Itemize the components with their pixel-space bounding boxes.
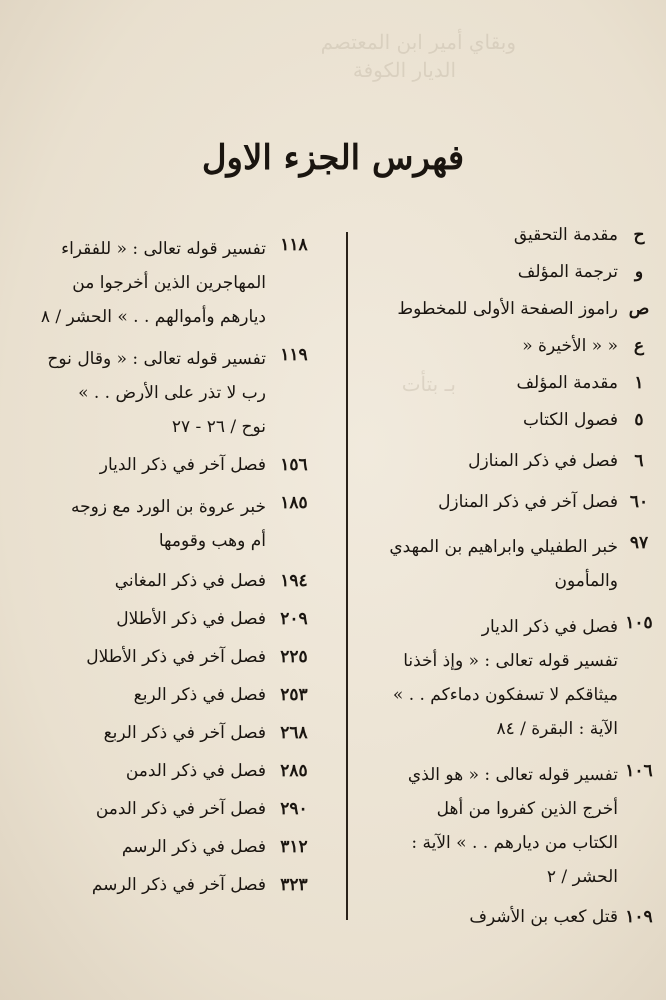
toc-entry-title [346,370,618,397]
toc-entry [10,490,316,558]
toc-page-number: ١١٨ [280,235,308,255]
toc-page-number: ٢٦٨ [280,723,308,743]
toc-entry-line: تفسير قوله تعالى : « هو الذي [407,765,618,785]
toc-entry-title [10,342,266,444]
toc-entry-line: مقدمة المؤلف [516,373,618,393]
toc-entry [346,610,654,746]
toc-entry-line: تفسير قوله تعالى : « للفقراء [61,239,266,259]
toc-entry-line: ميثاقكم لا تسفكون دماءكم . . » [392,685,618,705]
toc-entry-line: ترجمة المؤلف [517,262,618,282]
bleed-through-text: بـ بتأت [401,372,456,396]
toc-entry-title [10,872,266,899]
toc-entry-title [346,407,618,434]
toc-entry [346,904,654,931]
toc-page-number: ٢٠٩ [280,609,308,629]
toc-entry-title [10,232,266,334]
toc-entry-line: الآية : البقرة / ٨٤ [496,719,618,739]
toc-page-number: ١٥٦ [280,455,308,475]
toc-entry-title [10,834,266,861]
toc-page-number: و [634,262,644,282]
toc-page-number: ١٠٩ [625,907,653,927]
toc-entry [10,606,316,633]
toc-entry-title [10,568,266,595]
toc-entry-title [10,796,266,823]
toc-entry [346,530,654,598]
toc-entry-line: ديارهم وأموالهم . . » الحشر / ٨ [40,307,266,327]
toc-entry-line: راموز الصفحة الأولى للمخطوط [397,299,618,319]
toc-entry-title [346,333,618,360]
toc-entry [10,232,316,334]
toc-entry-line: خبر الطفيلي وابراهيم بن المهدي [389,537,618,557]
page-title: فهرس الجزء الاول [201,138,465,178]
toc-page-number: ١٨٥ [280,493,308,513]
toc-entry-line: الكتاب من ديارهم . . » الآية : [411,833,618,853]
toc-page-number: ٩٧ [629,533,649,553]
toc-entry-line: فصل آخر في ذكر الأطلال [86,647,266,667]
toc-page-number: ١٠٥ [625,613,653,633]
toc-entry-line: تفسير قوله تعالى : « وإذ أخذنا [403,651,618,671]
toc-entry-line: أخرج الذين كفروا من أهل [436,799,618,819]
toc-entry-line: فصل آخر في ذكر الربع [103,723,266,743]
toc-entry-title [10,682,266,709]
toc-entry-title [346,222,618,249]
toc-entry-line: فصل آخر في ذكر الدمن [95,799,266,819]
toc-entry-title [346,758,618,894]
toc-entry-title [346,296,618,323]
toc-entry [346,259,654,286]
toc-page-number: ح [633,225,645,245]
toc-entry-line: قتل كعب بن الأشرف [469,907,618,927]
toc-page-number: ٦ [634,451,644,471]
toc-entry [10,872,316,899]
toc-entry [10,720,316,747]
toc-page-number: ٢٨٥ [280,761,308,781]
toc-entry-line: فصل في ذكر الدمن [125,761,266,781]
toc-page-number: ٣١٢ [280,837,308,857]
toc-entry-title [10,490,266,558]
toc-entry-line: الحشر / ٢ [546,867,618,887]
toc-entry [346,370,654,397]
toc-page-number: ١٩٤ [280,571,308,591]
toc-entry [346,448,654,475]
toc-entry [10,834,316,861]
toc-entry-line: خبر عروة بن الورد مع زوجه [70,497,266,517]
toc-entry [10,796,316,823]
toc-entry [10,568,316,595]
toc-entry [346,758,654,894]
toc-entry [10,758,316,785]
toc-entry-title [10,720,266,747]
toc-entry [10,342,316,444]
toc-page-number: ٢٩٠ [280,799,308,819]
toc-entry-title [346,610,618,746]
toc-page-number: ص [628,299,650,319]
toc-entry-title [10,606,266,633]
toc-entry [346,407,654,434]
toc-page-number: ١ [634,373,644,393]
toc-entry-title [346,448,618,475]
toc-entry-title [346,489,618,516]
toc-entry-line: فصول الكتاب [522,410,618,430]
toc-entry [346,489,654,516]
toc-entry-line: أم وهب وقومها [158,531,266,551]
toc-entry-title [346,259,618,286]
toc-entry-line: فصل في ذكر الديار [481,617,618,637]
toc-entry-line: فصل آخر في ذكر الديار [99,455,266,475]
toc-page-number: ١١٩ [280,345,308,365]
toc-page-number: ١٠٦ [625,761,653,781]
toc-entry-title [346,530,618,598]
toc-entry [346,333,654,360]
toc-entry [10,682,316,709]
toc-entry [10,644,316,671]
toc-entry [346,222,654,249]
toc-entry-line: نوح / ٢٦ - ٢٧ [171,417,266,437]
toc-entry-line: فصل آخر في ذكر الرسم [91,875,266,895]
toc-entry-title [10,758,266,785]
bleed-through-text: وبقاي أمير ابن المعتصم [320,30,516,54]
toc-entry-line: فصل في ذكر المغاني [114,571,266,591]
toc-entry-line: المهاجرين الذين أخرجوا من [72,273,266,293]
toc-right-column [346,222,654,931]
toc-entry [346,296,654,323]
toc-entry-line: والمأمون [554,571,618,591]
toc-entry-line: فصل في ذكر الرسم [121,837,266,857]
toc-left-column [10,232,316,899]
toc-entry-title [10,452,266,479]
toc-page-number: ٢٥٣ [280,685,308,705]
toc-page-number: ٥ [634,410,644,430]
toc-entry-title [10,644,266,671]
toc-entry-line: مقدمة التحقيق [513,225,618,245]
toc-entry-line: فصل في ذكر المنازل [468,451,618,471]
bleed-through-text: الديار الكوفة [352,58,456,82]
toc-entry-line: رب لا تذر على الأرض . . » [78,383,266,403]
toc-entry-line: تفسير قوله تعالى : « وقال نوح [47,349,266,369]
toc-entry-line: فصل في ذكر الربع [133,685,266,705]
toc-entry-line: فصل آخر في ذكر المنازل [438,492,618,512]
toc-entry [10,452,316,479]
toc-entry-line: « « الأخيرة « [522,336,618,356]
toc-page-number: ٦٠ [629,492,649,512]
toc-page-number: ع [633,336,645,356]
toc-page-number: ٣٢٣ [280,875,308,895]
toc-page-number: ٢٢٥ [280,647,308,667]
toc-entry-title [346,904,618,931]
toc-entry-line: فصل في ذكر الأطلال [116,609,266,629]
